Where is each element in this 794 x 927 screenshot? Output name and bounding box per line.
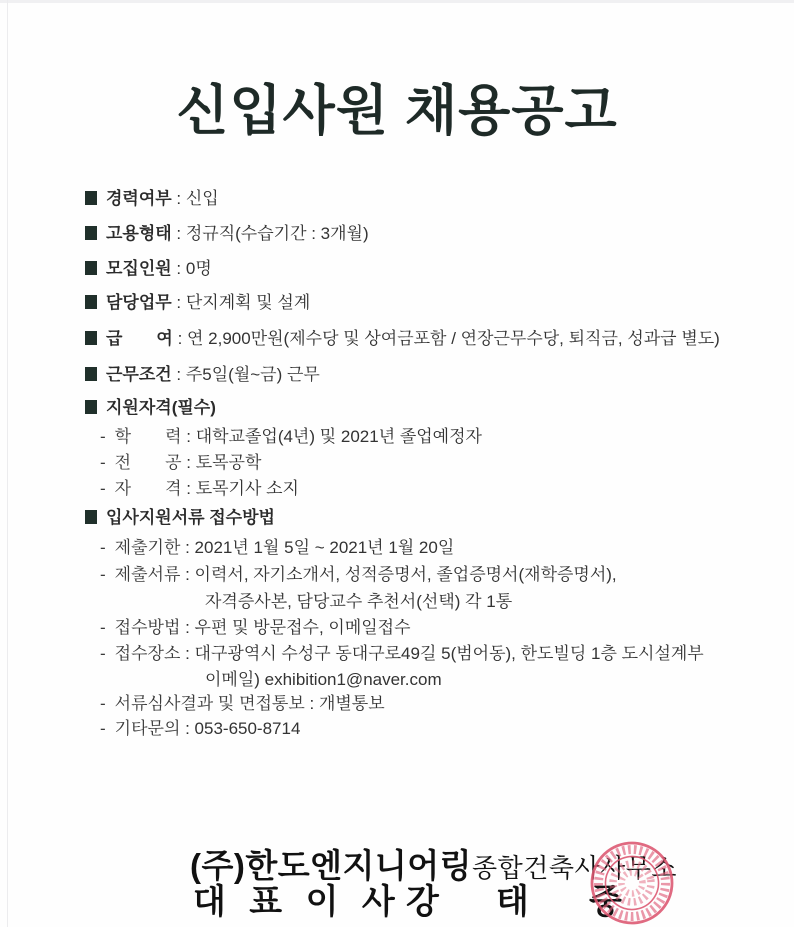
email-text: 이메일) exhibition1@naver.com bbox=[205, 670, 442, 689]
ceo-name-char: 태 bbox=[496, 883, 529, 921]
item-label: 경력여부 bbox=[106, 189, 172, 208]
sub-item-label: 전 공 bbox=[114, 453, 182, 472]
scan-edge-top bbox=[0, 0, 794, 3]
sub-item-label: 자 격 bbox=[114, 479, 182, 498]
colon-separator: : bbox=[180, 565, 195, 584]
company-seal-stamp bbox=[582, 833, 682, 927]
sub-item-label: 접수장소 bbox=[114, 644, 181, 663]
bullet-square-icon bbox=[85, 295, 97, 309]
sub-item-value: 우편 및 방문접수, 이메일접수 bbox=[194, 618, 411, 637]
sub-item-label: 접수방법 bbox=[114, 618, 181, 637]
colon-separator: : bbox=[181, 427, 196, 446]
item-label: 급 여 bbox=[106, 329, 173, 348]
colon-separator: : bbox=[180, 644, 195, 663]
dash-marker: - bbox=[100, 565, 106, 584]
dash-marker: - bbox=[100, 719, 106, 738]
section-title: 입사지원서류 접수방법 bbox=[106, 508, 275, 527]
colon-separator: : bbox=[171, 189, 186, 208]
bullet-square-icon bbox=[85, 226, 97, 240]
bullet-item-work-conditions bbox=[85, 365, 320, 384]
sub-item-location bbox=[100, 644, 704, 663]
page-title: 신입사원 채용공고 bbox=[176, 81, 618, 141]
sub-item-method bbox=[100, 618, 411, 637]
colon-separator: : bbox=[180, 538, 195, 557]
bullet-item-salary bbox=[85, 329, 720, 348]
sub-item-value: 대학교졸업(4년) 및 2021년 졸업예정자 bbox=[195, 427, 482, 446]
sub-item-value: 2021년 1월 5일 ~ 2021년 1월 20일 bbox=[194, 538, 455, 557]
ceo-name-char: 강 bbox=[406, 883, 439, 921]
colon-separator: : bbox=[304, 694, 319, 713]
item-label: 모집인원 bbox=[106, 259, 172, 278]
sub-item-value: 토목기사 소지 bbox=[195, 479, 299, 498]
sub-item-label: 기타문의 bbox=[114, 719, 181, 738]
colon-separator: : bbox=[180, 618, 195, 637]
dash-marker: - bbox=[100, 427, 106, 446]
bullet-square-icon bbox=[85, 261, 97, 275]
colon-separator: : bbox=[181, 453, 196, 472]
colon-separator: : bbox=[171, 365, 186, 384]
sub-item-documents-continued bbox=[205, 592, 512, 611]
dash-marker: - bbox=[100, 618, 106, 637]
item-value: 연 2,900만원(제수당 및 상여금포함 / 연장근무수당, 퇴직금, 성과급 별도) bbox=[187, 329, 720, 348]
item-label: 고용형태 bbox=[106, 224, 172, 243]
item-label: 담당업무 bbox=[106, 293, 172, 312]
sub-item-value: 개별통보 bbox=[318, 694, 385, 713]
dash-marker: - bbox=[100, 453, 106, 472]
dash-marker: - bbox=[100, 538, 106, 557]
bullet-square-icon bbox=[85, 510, 97, 524]
sub-item-label: 제출서류 bbox=[114, 565, 181, 584]
item-value: 신입 bbox=[185, 189, 219, 208]
dash-marker: - bbox=[100, 479, 106, 498]
ceo-name-char: 중 bbox=[589, 883, 622, 921]
item-label: 근무조건 bbox=[106, 365, 172, 384]
sub-item-label: 서류심사결과 및 면접통보 bbox=[114, 694, 305, 713]
colon-separator: : bbox=[171, 259, 186, 278]
company-name-suffix: 종합건축사사무소 bbox=[472, 853, 677, 883]
continuation-text: 자격증사본, 담당교수 추천서(선택) 각 1통 bbox=[205, 592, 513, 611]
sub-item-license bbox=[100, 479, 299, 498]
item-value: 정규직(수습기간 : 3개월) bbox=[185, 224, 369, 243]
bullet-square-icon bbox=[85, 331, 97, 345]
sub-item-value: 토목공학 bbox=[195, 453, 262, 472]
item-value: 주5일(월~금) 근무 bbox=[185, 365, 320, 384]
sub-item-label: 제출기한 bbox=[114, 538, 181, 557]
bullet-square-icon bbox=[85, 191, 97, 205]
colon-separator: : bbox=[181, 479, 196, 498]
section-header-qualifications bbox=[85, 398, 216, 417]
bullet-square-icon bbox=[85, 367, 97, 381]
section-header-application bbox=[85, 508, 275, 527]
colon-separator: : bbox=[171, 293, 186, 312]
sub-item-label: 학 력 bbox=[114, 427, 182, 446]
sub-item-notification bbox=[100, 694, 385, 713]
sub-item-major bbox=[100, 453, 261, 472]
bullet-item-career bbox=[85, 189, 219, 208]
dash-marker: - bbox=[100, 694, 106, 713]
sub-item-education bbox=[100, 427, 482, 446]
colon-separator: : bbox=[172, 329, 188, 348]
item-value: 단지계획 및 설계 bbox=[185, 293, 311, 312]
bullet-item-duties bbox=[85, 293, 310, 312]
sub-item-documents bbox=[100, 565, 617, 584]
sub-item-deadline bbox=[100, 538, 454, 557]
sub-item-value: 이력서, 자기소개서, 성적증명서, 졸업증명서(재학증명서), bbox=[194, 565, 617, 584]
sub-item-location-email bbox=[205, 670, 442, 689]
colon-separator: : bbox=[180, 719, 195, 738]
bullet-item-headcount bbox=[85, 259, 212, 278]
bullet-square-icon bbox=[85, 400, 97, 414]
dash-marker: - bbox=[100, 644, 106, 663]
sub-item-value: 대구광역시 수성구 동대구로49길 5(범어동), 한도빌딩 1층 도시설계부 bbox=[194, 644, 704, 663]
ceo-title: 대 표 이 사 bbox=[193, 883, 402, 921]
colon-separator: : bbox=[171, 224, 186, 243]
phone-number: 053-650-8714 bbox=[194, 719, 301, 738]
section-title: 지원자격(필수) bbox=[106, 398, 216, 417]
sub-item-contact bbox=[100, 719, 300, 738]
bullet-item-employment-type bbox=[85, 224, 369, 243]
company-name-main: (주)한도엔지니어링 bbox=[190, 847, 473, 884]
item-value: 0명 bbox=[185, 259, 212, 278]
